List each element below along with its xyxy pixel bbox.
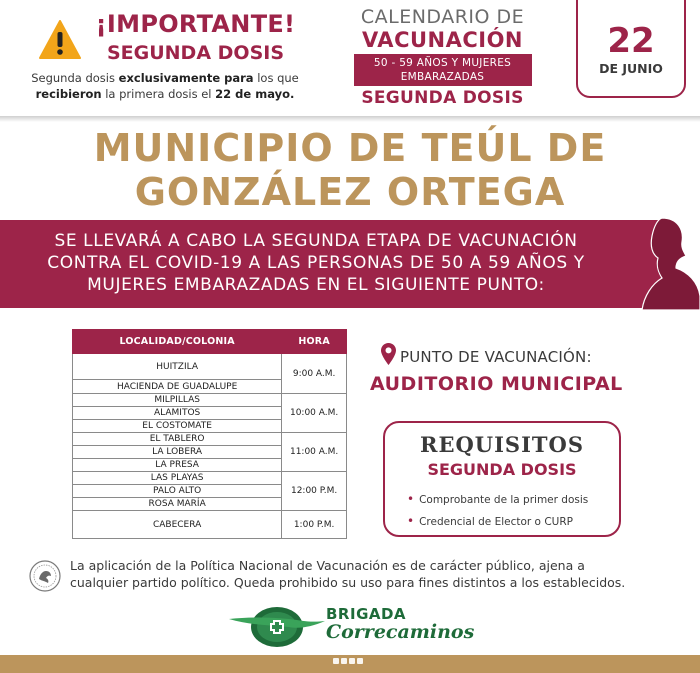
- important-subtitle: SEGUNDA DOSIS: [106, 42, 285, 64]
- note-bold: recibieron: [35, 87, 102, 101]
- table-row: [73, 472, 347, 485]
- locality-cell: ALAMITOS: [73, 407, 282, 420]
- requirements-box: [383, 421, 621, 537]
- hour-cell: 12:00 P.M.: [282, 472, 347, 511]
- banner-line1: SE LLEVARÁ A CABO LA SEGUNDA ETAPA DE VACUNACIÓN: [54, 231, 578, 251]
- header-divider: [0, 116, 700, 122]
- legal-line2: cualquier partido político. Queda prohibido su uso para fines distintos a los establecidos.: [70, 575, 626, 590]
- government-seal-icon: [29, 560, 61, 592]
- locality-cell: LA LOBERA: [73, 446, 282, 459]
- legal-line1: La aplicación de la Política Nacional de Vacunación es de carácter público, ajena a: [70, 558, 585, 573]
- municipality-line1: MUNICIPIO DE TEÚL DE: [93, 126, 607, 170]
- legal-notice: [70, 557, 670, 591]
- list-item: [407, 489, 588, 511]
- calendar-line4: SEGUNDA DOSIS: [361, 88, 524, 108]
- brand-line2: Correcaminos: [326, 621, 475, 643]
- calendar-band: 50 - 59 AÑOS Y MUJERES EMBARAZADAS: [354, 54, 532, 86]
- important-note: [20, 70, 310, 102]
- column-header-hour: HORA: [282, 330, 347, 354]
- banner-text: [16, 230, 616, 296]
- vaccination-point-label: PUNTO DE VACUNACIÓN:: [400, 348, 592, 366]
- brand-line1: BRIGADA: [326, 605, 407, 623]
- requirements-title: REQUISITOS: [420, 432, 584, 457]
- requirement-text: Comprobante de la primer dosis: [419, 494, 589, 506]
- note-bold: 22 de mayo.: [215, 87, 295, 101]
- date-month: DE JUNIO: [599, 61, 663, 76]
- calendar-line1: CALENDARIO DE: [360, 6, 525, 28]
- woman-silhouette-icon: [632, 218, 700, 310]
- warning-icon: [39, 20, 81, 60]
- hour-cell: 10:00 A.M.: [282, 394, 347, 433]
- locality-cell: HACIENDA DE GUADALUPE: [73, 380, 282, 394]
- table-row: [73, 394, 347, 407]
- requirements-list: [407, 489, 588, 533]
- list-item: [407, 511, 588, 533]
- vaccination-point-value: AUDITORIO MUNICIPAL: [370, 373, 623, 395]
- column-header-locality: LOCALIDAD/COLONIA: [73, 330, 282, 354]
- locality-cell: EL TABLERO: [73, 433, 282, 446]
- social-icons: [333, 658, 363, 664]
- hour-cell: 9:00 A.M.: [282, 354, 347, 394]
- locality-cell: EL COSTOMATE: [73, 420, 282, 433]
- date-number: 22: [607, 21, 655, 61]
- requirement-text: Credencial de Elector o CURP: [419, 516, 573, 528]
- hour-cell: 11:00 A.M.: [282, 433, 347, 472]
- schedule-table: [72, 329, 347, 539]
- locality-cell: LAS PLAYAS: [73, 472, 282, 485]
- youtube-icon[interactable]: [357, 658, 363, 664]
- locality-cell: LA PRESA: [73, 459, 282, 472]
- locality-cell: ROSA MARÍA: [73, 498, 282, 511]
- brigada-logo-icon: [229, 597, 325, 649]
- note-text: los que: [253, 71, 299, 85]
- facebook-icon[interactable]: [333, 658, 339, 664]
- locality-cell: MILPILLAS: [73, 394, 282, 407]
- requirements-subtitle: SEGUNDA DOSIS: [427, 460, 577, 479]
- table-row: [73, 433, 347, 446]
- note-bold: exclusivamente para: [118, 71, 254, 85]
- calendar-line2: VACUNACIÓN: [361, 28, 524, 52]
- location-pin-icon: [381, 343, 396, 365]
- note-text: Segunda dosis: [31, 71, 119, 85]
- locality-cell: HUITZILA: [73, 354, 282, 380]
- municipality-line2: GONZÁLEZ ORTEGA: [134, 170, 566, 214]
- table-row: [73, 511, 347, 539]
- bullet-icon: •: [407, 514, 415, 528]
- twitter-icon[interactable]: [341, 658, 347, 664]
- note-text: la primera dosis el: [101, 87, 216, 101]
- date-box: [576, 0, 686, 98]
- instagram-icon[interactable]: [349, 658, 355, 664]
- table-header-row: [73, 330, 347, 354]
- banner-line3: MUJERES EMBARAZADAS EN EL SIGUIENTE PUNTO:: [87, 275, 545, 295]
- locality-cell: CABECERA: [73, 511, 282, 539]
- calendar-block: [345, 6, 540, 112]
- banner-line2: CONTRA EL COVID-19 A LAS PERSONAS DE 50 A 59 AÑOS Y: [47, 253, 585, 273]
- header: [0, 0, 700, 118]
- bullet-icon: •: [407, 492, 415, 506]
- municipality-title: [0, 126, 700, 214]
- table-row: [73, 354, 347, 380]
- hour-cell: 1:00 P.M.: [282, 511, 347, 539]
- locality-cell: PALO ALTO: [73, 485, 282, 498]
- important-title: ¡IMPORTANTE!: [95, 10, 296, 38]
